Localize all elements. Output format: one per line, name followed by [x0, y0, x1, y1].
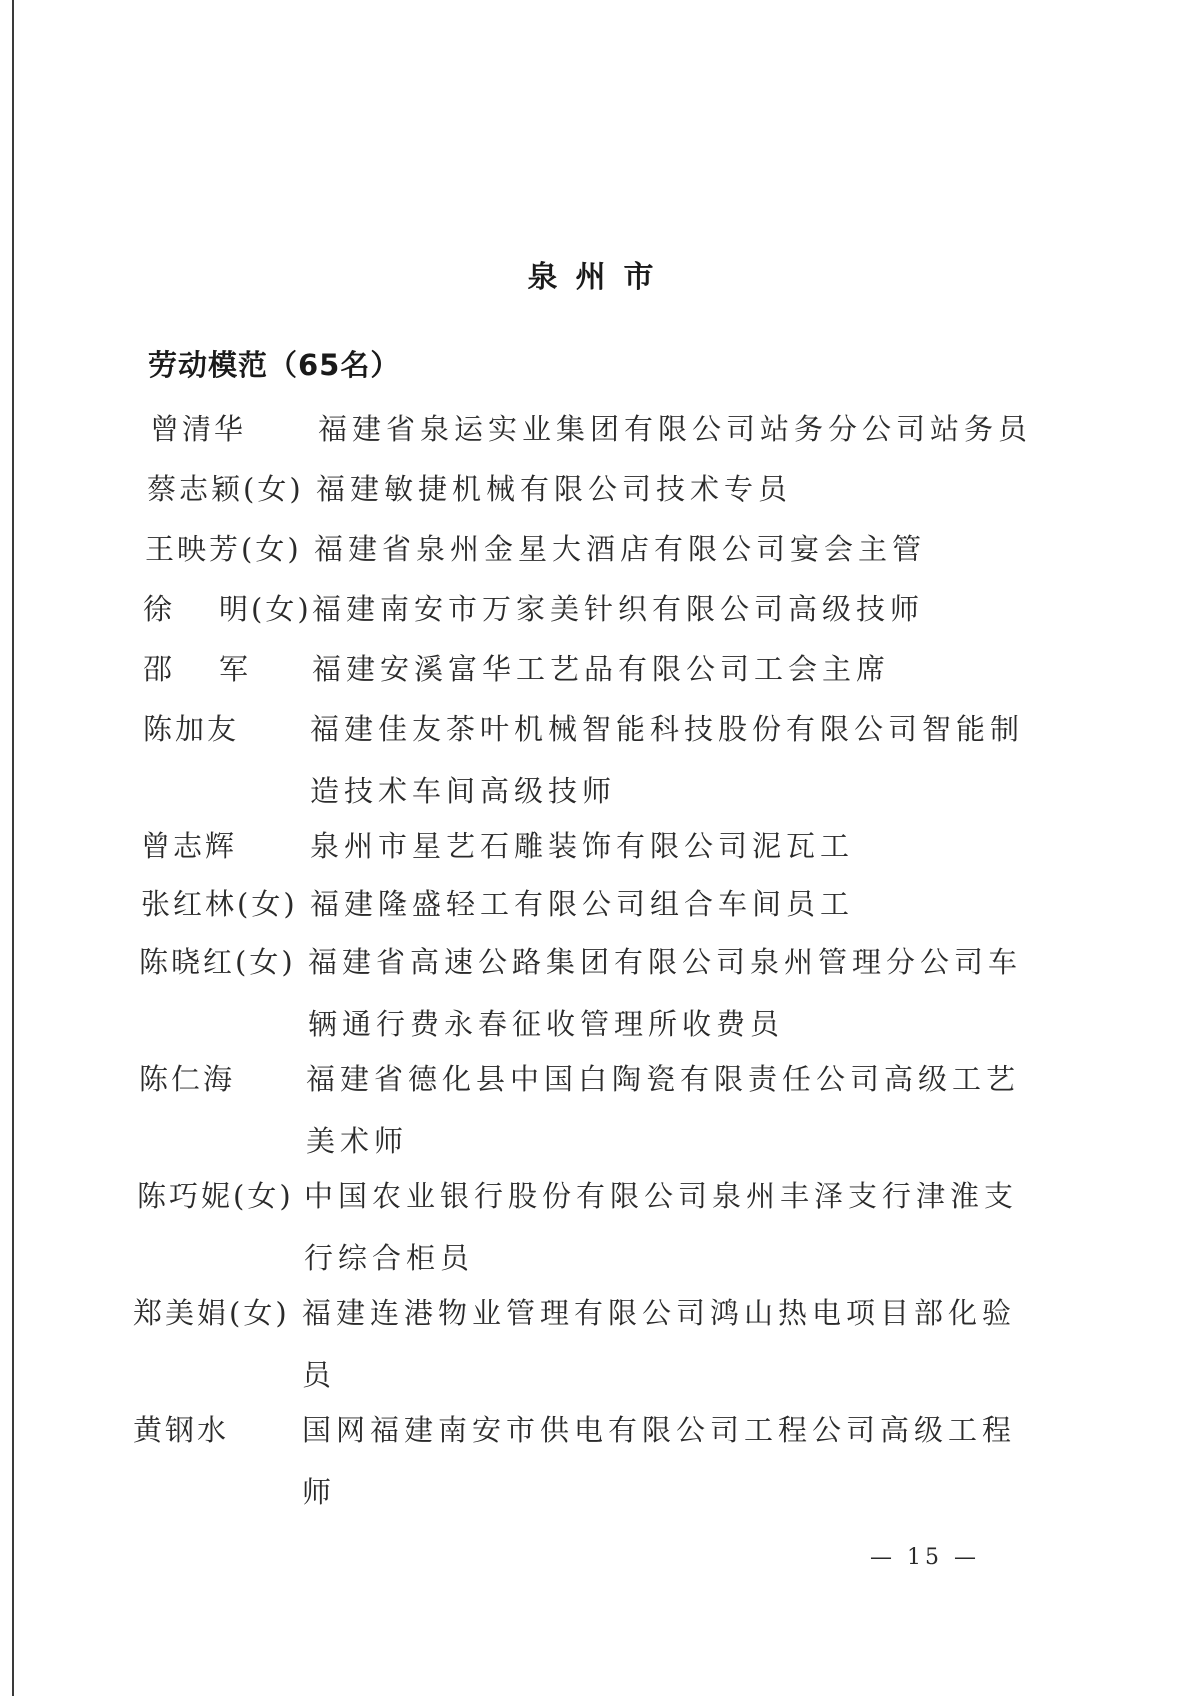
- list-item: [0, 1048, 1199, 1165]
- entry-name-first: 邵: [143, 652, 176, 686]
- entry-name: 曾志辉: [141, 829, 238, 863]
- entry-description: 国网福建南安市供电有限公司工程公司高级工程师: [302, 1413, 1017, 1509]
- entry-description: 福建省泉州金星大酒店有限公司宴会主管: [314, 532, 927, 566]
- list-item: [0, 698, 1199, 815]
- list-item: [0, 518, 1199, 578]
- entry-description: 福建南安市万家美针织有限公司高级技师: [312, 592, 925, 626]
- entry-name-first: 徐: [143, 592, 176, 626]
- entry-description: 福建省德化县中国白陶瓷有限责任公司高级工艺美术师: [306, 1062, 1021, 1158]
- list-item: [0, 638, 1199, 698]
- entry-description: 福建连港物业管理有限公司鸿山热电项目部化验员: [302, 1296, 1017, 1392]
- entry-name-rest: 军: [219, 652, 252, 686]
- list-item: [0, 931, 1199, 1048]
- entry-name: 黄钢水: [133, 1413, 230, 1447]
- list-item: [0, 398, 1199, 458]
- entry-list: [0, 398, 1199, 1516]
- entry-description: 福建隆盛轻工有限公司组合车间员工: [310, 887, 855, 921]
- entry-name: 陈巧妮(女): [137, 1179, 294, 1213]
- entry-description: 福建省泉运实业集团有限公司站务分公司站务员: [318, 412, 1033, 446]
- entry-name: 陈仁海: [139, 1062, 236, 1096]
- list-item: [0, 578, 1199, 638]
- list-item: [0, 873, 1199, 931]
- entry-name: 郑美娟(女): [133, 1296, 290, 1330]
- list-item: [0, 1165, 1199, 1282]
- entry-name: 蔡志颖(女): [147, 472, 304, 506]
- entry-description: 中国农业银行股份有限公司泉州丰泽支行津淮支行综合柜员: [304, 1179, 1019, 1275]
- entry-name-rest: 明(女): [219, 592, 312, 626]
- entry-name: 张红林(女): [141, 887, 298, 921]
- list-item: [0, 1399, 1199, 1516]
- entry-name: 陈加友: [143, 712, 240, 746]
- entry-description: 福建省高速公路集团有限公司泉州管理分公司车辆通行费永春征收管理所收费员: [308, 945, 1023, 1041]
- list-item: [0, 1282, 1199, 1399]
- entry-description: 福建佳友茶叶机械智能科技股份有限公司智能制造技术车间高级技师: [310, 712, 1025, 808]
- entry-description: 福建安溪富华工艺品有限公司工会主席: [312, 652, 891, 686]
- page-number: — 15 —: [870, 1545, 980, 1570]
- entry-name: 王映芳(女): [145, 532, 302, 566]
- entry-name: 曾清华: [150, 412, 247, 446]
- list-item: [0, 458, 1199, 518]
- entry-name: 陈晓红(女): [139, 945, 296, 979]
- list-item: [0, 815, 1199, 873]
- entry-description: 福建敏捷机械有限公司技术专员: [316, 472, 793, 506]
- page-title: 泉州市: [527, 260, 672, 295]
- entry-name: [143, 638, 323, 700]
- section-heading: 劳动模范（65名）: [148, 348, 401, 382]
- entry-name: [143, 578, 323, 640]
- entry-description: 泉州市星艺石雕装饰有限公司泥瓦工: [310, 829, 855, 863]
